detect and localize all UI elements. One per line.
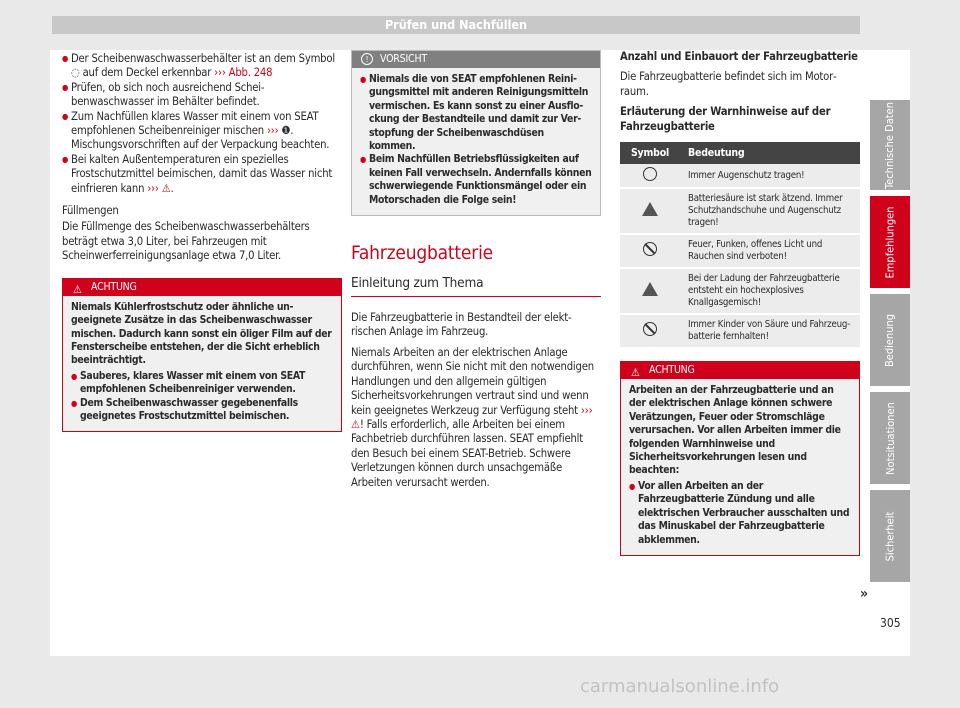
paragraph: Die Fahrzeugbatterie in Bestandteil der elektrischen Anlage im Fahrzeug.	[351, 311, 572, 339]
bullet-item: ● Prüfen, ob sich noch ausreichend Scheibenwaschwasser im Behälter befindet.	[62, 81, 342, 110]
warning-triangle-icon: ⚠	[161, 181, 171, 195]
note-icon: ❶	[281, 124, 291, 138]
warning-triangle-icon: ⚠	[351, 417, 360, 431]
section-subheading: Füllmengen	[62, 204, 119, 218]
warning-header: ⚠ ACHTUNG	[63, 279, 341, 296]
warning-header: ⚠ ACHTUNG	[621, 362, 859, 379]
caution-body	[352, 68, 600, 215]
tab-sicherheit[interactable]: Sicherheit	[870, 490, 910, 582]
eye-protection-icon	[643, 167, 657, 181]
table-row: Feuer, Funken, offenes Licht und Rauchen sind verboten!	[620, 234, 860, 268]
table-header-symbol: Symbol	[620, 142, 680, 164]
column-right	[620, 50, 860, 556]
table-row: Immer Kinder von Säure und Fahrzeugbatterie fernhalten!	[620, 314, 860, 348]
warning-triangle-icon: ⚠	[73, 282, 82, 296]
column-left	[62, 52, 342, 432]
figure-reference-link[interactable]: ››› Abb. 248	[214, 66, 273, 80]
tab-technische-daten[interactable]: Technische Daten	[870, 100, 910, 190]
reference-link[interactable]: ›››	[580, 403, 593, 417]
section-subtitle: Einleitung zum Thema	[351, 274, 601, 297]
paragraph: Die Füllmenge des Scheibenwaschwasserbehälters beträgt etwa 3,0 Liter, bei Fahrzeugen mit Scheinwerferreinigungsanlage etwa 7,0 Liter.	[62, 220, 310, 263]
table-row: Batteriesäure ist stark ätzend. Immer Schutzhandschuhe und Augenschutz tragen!	[620, 188, 860, 234]
tab-empfehlungen[interactable]: Empfehlungen	[870, 196, 910, 288]
caution-bullet: ● Beim Nachfüllen Betriebsflüssigkeiten auf keinen Fall verwechseln. Andernfalls können schwerwiegende Funktionsmängel oder ein Motorschaden die Folge sein!	[360, 153, 592, 207]
table-row: Immer Augenschutz tragen!	[620, 164, 860, 188]
warning-bullet: ● Sauberes, klares Wasser mit einem von SEAT empfohlenen Scheibenreiniger verwenden.	[71, 370, 333, 397]
subheading: Erläuterung der Warnhinweise auf der Fahrzeugbatterie	[620, 105, 831, 133]
reference-link[interactable]: ›››	[147, 181, 159, 195]
bullet-item: ● Der Scheibenwaschwasserbehälter ist an dem Symbol ◌ auf dem Deckel erkennbar ››› Abb. 248	[62, 52, 342, 81]
bullet-item: ● Zum Nachfüllen klares Wasser mit einem von SEAT empfohlenen Scheibenreiniger mischen ››› ❶. Mischungsvorschriften auf der Verpackung beachten.	[62, 110, 342, 153]
table-header-meaning: Bedeutung	[680, 142, 860, 164]
paragraph: Niemals Arbeiten an der elektrischen Anlage durchführen, wenn Sie nicht mit den notwendigen Handlungen und den allgemein gültigen Sicherheitsvorkehrungen vertraut sind und wenn kein geeignetes Werkzeug zur Verfügung steht ››› ⚠! Falls erforderlich, alle Arbeiten bei einem Fachbetrieb durchführen lassen. SEAT empfiehlt den Besuch bei einem SEAT-Betrieb. Schwere Verletzungen können durch unsachgemäße Arbeiten verursacht werden.	[351, 345, 594, 489]
warning-box	[62, 278, 342, 433]
explosive-warning-icon	[642, 282, 658, 296]
washer-symbol-icon: ◌	[71, 66, 80, 80]
subheading: Anzahl und Einbauort der Fahrzeugbatterie	[620, 50, 858, 63]
warning-body: Niemals Kühlerfrostschutz oder ähnliche ungeeignete Zusätze in das Scheibenwaschwasser mischen. Dadurch kann sonst ein öliger Film auf der Fensterscheibe entstehen, der die Sicht erheblich beeinträchtigt. ● Sauberes, klares Wasser mit einem von SEAT empfohlenen Scheibenreiniger verwenden. ● Dem Scheibenwaschwasser gegebenenfalls geeignetes Frostschutzmittel beimischen.	[63, 296, 341, 432]
reference-link[interactable]: ›››	[266, 124, 282, 138]
info-circle-icon: !	[361, 53, 373, 65]
warning-body: Arbeiten an der Fahrzeugbatterie und an der elektrischen Anlage können schwere Verätzungen, Feuer oder Stromschläge verursachen. Vor allen Arbeiten immer die folgenden Warnhinweise und Sicherheitsvorkehrungen lesen und beachten: ● Vor allen Arbeiten an der Fahrzeugbatterie Zündung und alle elektrischen Verbraucher ausschalten und das Minuskabel der Fahrzeugbatterie abklemmen.	[621, 379, 859, 555]
bullet-item: ● Bei kalten Außentemperaturen ein spezielles Frostschutzmittel beimischen, damit das Wasser nicht einfrieren kann ››› ⚠.	[62, 153, 342, 196]
keep-children-away-icon	[643, 322, 657, 336]
acid-warning-icon	[642, 202, 658, 216]
warning-bullet: ● Dem Scheibenwaschwasser gegebenenfalls geeignetes Frostschutzmittel beimischen.	[71, 397, 333, 424]
warning-bullet: ● Vor allen Arbeiten an der Fahrzeugbatterie Zündung und alle elektrischen Verbraucher ausschalten und das Minuskabel der Fahrzeugbatterie abklemmen.	[629, 480, 851, 547]
continue-arrow-icon: »	[860, 586, 869, 602]
warning-triangle-icon: ⚠	[631, 366, 640, 380]
no-fire-icon	[643, 242, 657, 256]
column-middle	[351, 50, 601, 492]
section-title: Fahrzeugbatterie	[351, 242, 493, 265]
warning-box	[620, 361, 860, 556]
warning-symbols-table	[620, 142, 860, 349]
caution-header: ! VORSICHT	[352, 51, 600, 68]
caution-box	[351, 50, 601, 216]
tab-notsituationen[interactable]: Notsituationen	[870, 392, 910, 484]
paragraph: Die Fahrzeugbatterie befindet sich im Motorraum.	[620, 70, 837, 98]
table-row: Bei der Ladung der Fahrzeugbatterie entsteht ein hochexplosives Knallgasgemisch!	[620, 268, 860, 314]
caution-bullet: ● Niemals die von SEAT empfohlenen Reinigungsmittel mit anderen Reinigungsmitteln vermischen. Es kann sonst zu einer Ausflockung der Bestandteile und damit zur Verstopfung der Scheibenwaschdüsen kommen.	[360, 73, 592, 153]
watermark: carmanualsonline.info	[580, 676, 780, 697]
page-header: Prüfen und Nachfüllen	[52, 16, 860, 34]
page-number: 305	[880, 616, 901, 630]
tab-bedienung[interactable]: Bedienung	[870, 294, 910, 386]
